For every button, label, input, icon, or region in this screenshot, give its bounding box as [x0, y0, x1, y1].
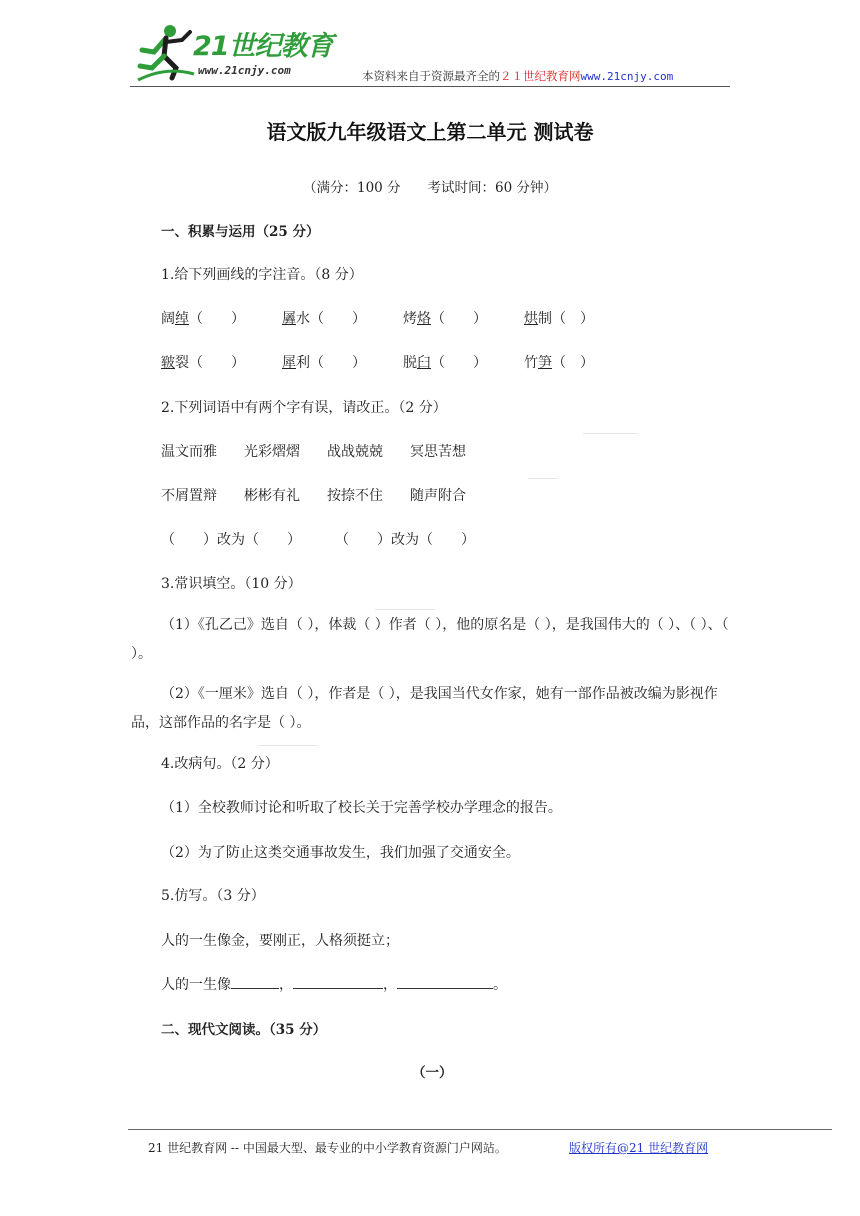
header-note-prefix: 本资料来自于资源最齐全的 — [362, 69, 500, 83]
q4-sentence-1: （1）全校教师讨论和听取了校长关于完善学校办学理念的报告。 — [161, 800, 562, 816]
logo-text: 21世纪教育 — [193, 31, 333, 62]
runner-logo-icon — [136, 22, 196, 82]
header-note — [362, 68, 673, 84]
q2-word: 按捺不住 — [327, 488, 383, 504]
q4-prompt: 4.改病句。（2 分） — [161, 756, 279, 772]
q2-word: 随声附合 — [410, 488, 466, 504]
site-logo — [136, 22, 336, 84]
q4-sentence-2: （2）为了防止这类交通事故发生，我们加强了交通安全。 — [161, 845, 520, 861]
q2-word: 彬彬有礼 — [244, 488, 300, 504]
scan-mark — [583, 433, 638, 434]
q1-prompt: 1.给下列画线的字注音。（8 分） — [161, 267, 363, 283]
section-1-heading: 一、积累与运用（25 分） — [161, 224, 320, 240]
header-site-link[interactable]: ２１世纪教育网 — [500, 69, 581, 83]
exam-info: （满分：100 分 考试时间：60 分钟） — [302, 180, 558, 196]
footer-copyright-link[interactable]: 版权所有@21 世纪教育网 — [569, 1141, 709, 1155]
reading-part-label: （一） — [412, 1065, 453, 1081]
q3-paragraph-1: （1）《孔乙己》选自（ ），体裁（ ）作者（ ），他的原名是（ ），是我国伟大的（ ）、（ ）、（ ）。 — [131, 617, 729, 662]
q2-fix-2: （ ）改为（ ） — [335, 532, 475, 548]
q2-word: 战战兢兢 — [327, 444, 383, 460]
q2-word: 温文而雅 — [161, 444, 217, 460]
q1-item: 脱臼（ ） — [403, 355, 487, 371]
q1-item: 犀利（ ） — [282, 355, 366, 371]
footer-divider — [128, 1129, 832, 1130]
q2-prompt: 2.下列词语中有两个字有误，请改正。（2 分） — [161, 400, 447, 416]
footer-text: 21 世纪教育网 -- 中国最大型、最专业的中小学教育资源门户网站。 — [148, 1141, 507, 1155]
q2-word: 不屑置辩 — [161, 488, 217, 504]
header-divider — [130, 86, 730, 87]
fill-blank[interactable] — [231, 974, 279, 989]
q1-item: 烤烙（ ） — [403, 311, 487, 327]
q1-item: 竹笋（ ） — [524, 355, 594, 371]
q2-word: 冥思苦想 — [410, 444, 466, 460]
q2-word: 光彩熠熠 — [244, 444, 300, 460]
logo-url: www.21cnjy.com — [198, 64, 291, 77]
q3-prompt: 3.常识填空。（10 分） — [161, 576, 302, 592]
q1-item: 阔绰（ ） — [161, 311, 245, 327]
q3-paragraph-2: （2）《一厘米》选自（ ），作者是（ ），是我国当代女作家，她有一部作品被改编为影视作品，这部作品的名字是（ ）。 — [131, 686, 718, 731]
q5-task: 人的一生像 ， ， 。 — [161, 974, 507, 994]
scan-mark — [375, 609, 435, 610]
q1-item: 皲裂（ ） — [161, 355, 245, 371]
fill-blank[interactable] — [397, 974, 493, 989]
q1-item: 羼水（ ） — [282, 311, 366, 327]
section-2-heading: 二、现代文阅读。（35 分） — [161, 1022, 327, 1038]
q2-fix-1: （ ）改为（ ） — [161, 532, 301, 548]
scan-mark — [258, 745, 318, 746]
q1-item: 烘制（ ） — [524, 311, 594, 327]
scan-mark — [528, 478, 558, 479]
header-url-link[interactable]: www.21cnjy.com — [580, 70, 674, 83]
q5-example: 人的一生像金，要刚正，人格须挺立； — [161, 933, 399, 949]
fill-blank[interactable] — [293, 974, 383, 989]
page-title: 语文版九年级语文上第二单元 测试卷 — [266, 120, 594, 144]
q5-prompt: 5.仿写。（3 分） — [161, 888, 265, 904]
